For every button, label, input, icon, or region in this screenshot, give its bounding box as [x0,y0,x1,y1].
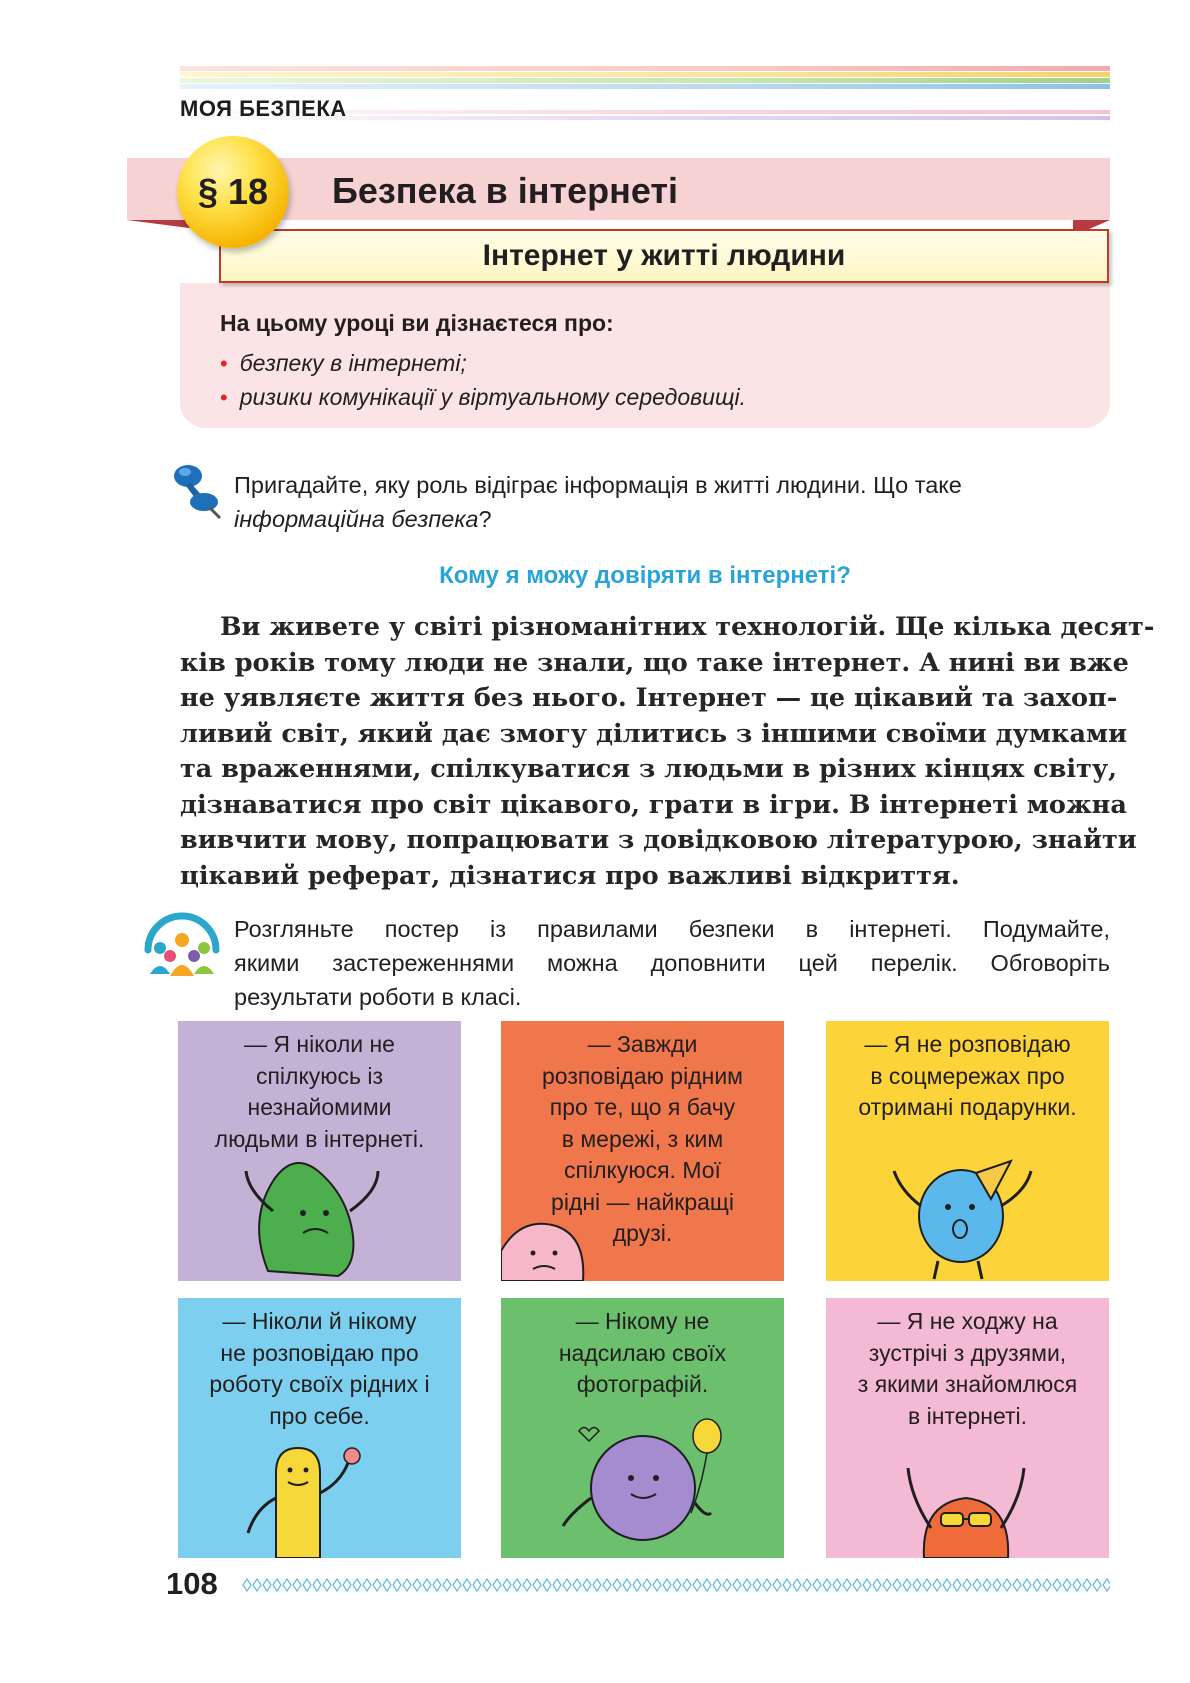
body-line: не уявляєте життя без нього. Інтернет — це цікавий та захоп- [180,683,1118,713]
lesson-subtitle: Інтернет у житті людини [219,229,1109,283]
body-line: дізнаватися про світ цікавого, грати в ігри. В інтернеті можна [180,789,1127,820]
stripe [180,78,1110,83]
card-text: — Ніколи й нікому не розповідаю про роботу своїх рідних і про себе. [209,1308,430,1429]
poster-card [501,1298,784,1558]
card-text: — Завжди розповідаю рідним про те, що я бачу в мережі, з ким спілкуюся. Мої рідні — найкращі друзі. [542,1031,743,1246]
recall-prompt [234,468,1110,536]
task-line: результати роботи в класі. [234,984,522,1010]
body-line: та враженнями, спілкуватися з людьми в різних кінцях світу, [180,754,1118,784]
section-question: Кому я можу довіряти в інтернеті? [439,562,851,589]
goal-text: ризики комунікації у віртуальному середовищі. [239,384,747,410]
body-line: вивчити мову, попрацювати з довідковою літературою, знайти [180,825,1137,855]
bullet-icon: • [220,385,228,410]
card-text: — Я ніколи не спілкуюсь із незнайомими людьми в інтернеті. [214,1031,425,1152]
body-line: цікавий реферат, дізнатися про важливі відкриття. [180,860,960,891]
stripe [180,84,1110,89]
page-number: 108 [166,1566,218,1601]
goals-title: На цьому уроці ви дізнаєтеся про: [220,310,614,336]
body-paragraph [180,610,1155,894]
section-label: МОЯ БЕЗПЕКА [180,96,347,121]
recall-term: інформаційна безпека [234,506,479,532]
goal-item [220,384,746,411]
recall-text: Пригадайте, яку роль відіграє інформація в житті людини. Що таке [234,472,962,498]
task-line: якими застереженнями можна доповнити цей перелік. Обговоріть [234,950,1110,976]
card-text: — Я не розповідаю в соцмережах про отримані подарунки. [858,1031,1077,1120]
group-work-icon [142,906,222,978]
goal-item [220,350,467,377]
lesson-title: Безпека в інтернеті [332,170,679,211]
footer-ornament [242,1578,1110,1592]
body-line: Ви живете у світі різноманітних технологій. Ще кілька десят- [220,612,1155,642]
poster-card [826,1298,1109,1558]
stripe [180,72,1110,77]
poster-card [178,1298,461,1558]
paragraph-badge: § 18 [177,136,289,248]
pushpin-icon [168,458,224,520]
poster-card [501,1021,784,1281]
card-text: — Я не ходжу на зустрічі з друзями, з якими знайомлюся в інтернеті. [857,1308,1078,1429]
goal-text: безпеку в інтернеті; [239,350,467,376]
body-line: ливий світ, який дає змогу ділитись з іншими своїми думками [180,718,1128,749]
body-line: ків років тому люди не знали, що таке інтернет. А нині ви вже [180,647,1129,678]
poster-card [178,1021,461,1281]
task-line: Розгляньте постер із правилами безпеки в інтернеті. Подумайте, [234,916,1110,942]
poster-card [826,1021,1109,1281]
bullet-icon: • [220,351,228,376]
card-text: — Нікому не надсилаю своїх фотографій. [558,1308,727,1397]
stripe [180,66,1110,71]
recall-end: ? [478,506,492,532]
task-prompt [234,912,1110,1014]
